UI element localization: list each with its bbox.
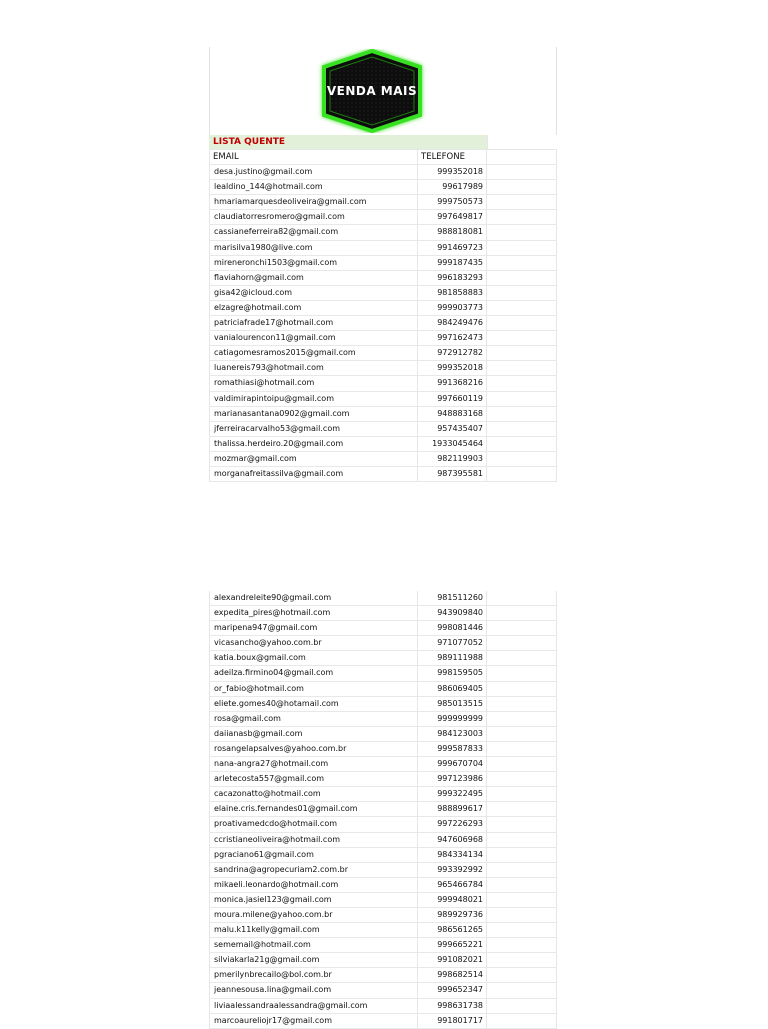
phone-cell: 971077052 [418,636,487,650]
spreadsheet-top [209,47,557,482]
email-cell: desa.justino@gmail.com [209,165,418,179]
email-cell: maripena947@gmail.com [209,621,418,635]
table-row [209,938,557,953]
email-cell: eliete.gomes40@hotamail.com [209,697,418,711]
logo-text: VENDA MAIS [326,84,418,98]
table-row [209,682,557,697]
table-row [209,802,557,817]
table-row [209,787,557,802]
email-cell: monica.jasiel123@gmail.com [209,893,418,907]
phone-cell: 999750573 [418,195,487,209]
phone-cell: 965466784 [418,878,487,892]
email-cell: mireneronchi1503@gmail.com [209,256,418,270]
table-row [209,437,557,452]
table-row [209,286,557,301]
table-row [209,893,557,908]
email-cell: marcoaureliojr17@gmail.com [209,1014,418,1028]
email-cell: arletecosta557@gmail.com [209,772,418,786]
email-cell: patriciafrade17@hotmail.com [209,316,418,330]
phone-cell: 982119903 [418,452,487,466]
phone-cell: 997162473 [418,331,487,345]
phone-cell: 993392992 [418,863,487,877]
phone-cell: 986069405 [418,682,487,696]
email-cell: pmerilynbrecailo@bol.com.br [209,968,418,982]
email-cell: valdimirapintoipu@gmail.com [209,392,418,406]
email-cell: marianasantana0902@gmail.com [209,407,418,421]
email-cell: nana-angra27@hotmail.com [209,757,418,771]
email-cell: moura.milene@yahoo.com.br [209,908,418,922]
list-title-row [209,135,557,150]
phone-cell: 989929736 [418,908,487,922]
table-row [209,848,557,863]
table-row [209,241,557,256]
email-cell: vicasancho@yahoo.com.br [209,636,418,650]
email-cell: morganafreitassilva@gmail.com [209,467,418,481]
email-cell: elzagre@hotmail.com [209,301,418,315]
email-cell: rosangelapsalves@yahoo.com.br [209,742,418,756]
phone-cell: 985013515 [418,697,487,711]
phone-cell: 984123003 [418,727,487,741]
email-cell: rosa@gmail.com [209,712,418,726]
email-cell: romathiasi@hotmail.com [209,376,418,390]
phone-cell: 999665221 [418,938,487,952]
email-cell: vanialourencon11@gmail.com [209,331,418,345]
table-row [209,697,557,712]
phone-cell: 981858883 [418,286,487,300]
email-cell: liviaalessandraalessandra@gmail.com [209,999,418,1013]
table-row [209,817,557,832]
contact-list-bottom [209,591,557,1029]
phone-cell: 1933045464 [418,437,487,451]
email-cell: elaine.cris.fernandes01@gmail.com [209,802,418,816]
table-row [209,772,557,787]
phone-cell: 999903773 [418,301,487,315]
table-row [209,180,557,195]
table-row [209,225,557,240]
table-row [209,878,557,893]
table-row [209,953,557,968]
table-row [209,346,557,361]
phone-cell: 999352018 [418,165,487,179]
table-row [209,256,557,271]
phone-cell: 989111988 [418,651,487,665]
email-cell: marisilva1980@live.com [209,241,418,255]
email-cell: sememail@hotmail.com [209,938,418,952]
phone-cell: 998159505 [418,666,487,680]
phone-cell: 998081446 [418,621,487,635]
table-row [209,757,557,772]
phone-cell: 996183293 [418,271,487,285]
email-cell: malu.k11kelly@gmail.com [209,923,418,937]
table-row [209,636,557,651]
phone-cell: 981511260 [418,591,487,605]
email-cell: luanereis793@hotmail.com [209,361,418,375]
table-row [209,983,557,998]
table-row [209,422,557,437]
table-row [209,742,557,757]
table-row [209,1014,557,1029]
phone-cell: 999670704 [418,757,487,771]
phone-cell: 999187435 [418,256,487,270]
phone-cell: 99617989 [418,180,487,194]
email-cell: mikaeli.leonardo@hotmail.com [209,878,418,892]
phone-cell: 991082021 [418,953,487,967]
table-row [209,591,557,606]
email-cell: claudiatorresromero@gmail.com [209,210,418,224]
email-cell: hmariamarquesdeoliveira@gmail.com [209,195,418,209]
table-row [209,195,557,210]
phone-cell: 999652347 [418,983,487,997]
table-row [209,712,557,727]
table-row [209,833,557,848]
logo-area [209,47,557,135]
phone-cell: 991469723 [418,241,487,255]
venda-mais-logo [310,49,434,133]
email-cell: silviakarla21g@gmail.com [209,953,418,967]
email-cell: adeilza.firmino04@gmail.com [209,666,418,680]
email-cell: mozmar@gmail.com [209,452,418,466]
email-cell: expedita_pires@hotmail.com [209,606,418,620]
table-row [209,210,557,225]
phone-cell: 947606968 [418,833,487,847]
phone-cell: 999587833 [418,742,487,756]
email-cell: sandrina@agropecuriam2.com.br [209,863,418,877]
table-row [209,452,557,467]
phone-cell: 998631738 [418,999,487,1013]
phone-cell: 999999999 [418,712,487,726]
phone-cell: 988818081 [418,225,487,239]
phone-cell: 997660119 [418,392,487,406]
table-row [209,316,557,331]
email-cell: gisa42@icloud.com [209,286,418,300]
email-cell: ccristianeoliveira@hotmail.com [209,833,418,847]
email-cell: catiagomesramos2015@gmail.com [209,346,418,360]
phone-cell: 957435407 [418,422,487,436]
email-cell: daiianasb@gmail.com [209,727,418,741]
phone-cell: 972912782 [418,346,487,360]
table-row [209,727,557,742]
email-cell: jeannesousa.lina@gmail.com [209,983,418,997]
table-row [209,271,557,286]
email-cell: thalissa.herdeiro.20@gmail.com [209,437,418,451]
phone-cell: 984334134 [418,848,487,862]
phone-cell: 997649817 [418,210,487,224]
table-row [209,392,557,407]
email-cell: flaviahorn@gmail.com [209,271,418,285]
table-row [209,908,557,923]
email-cell: katia.boux@gmail.com [209,651,418,665]
table-row [209,361,557,376]
table-row [209,863,557,878]
contact-list-top [209,165,557,482]
phone-cell: 999948021 [418,893,487,907]
table-row [209,331,557,346]
phone-cell: 943909840 [418,606,487,620]
table-row [209,301,557,316]
column-header-email: EMAIL [209,150,418,164]
phone-cell: 991801717 [418,1014,487,1028]
phone-cell: 984249476 [418,316,487,330]
email-cell: cassianeferreira82@gmail.com [209,225,418,239]
email-cell: proativamedcdo@hotmail.com [209,817,418,831]
table-row [209,621,557,636]
phone-cell: 999352018 [418,361,487,375]
column-header-phone: TELEFONE [418,150,487,164]
list-title: LISTA QUENTE [209,135,487,149]
phone-cell: 988899617 [418,802,487,816]
phone-cell: 991368216 [418,376,487,390]
phone-cell: 997226293 [418,817,487,831]
table-row [209,407,557,422]
email-cell: cacazonatto@hotmail.com [209,787,418,801]
table-row [209,606,557,621]
email-cell: lealdino_144@hotmail.com [209,180,418,194]
phone-cell: 997123986 [418,772,487,786]
table-row [209,666,557,681]
email-cell: jferreiracarvalho53@gmail.com [209,422,418,436]
spreadsheet-bottom [209,591,557,1029]
phone-cell: 999322495 [418,787,487,801]
table-row [209,651,557,666]
table-row [209,968,557,983]
table-row [209,467,557,482]
column-header-row [209,150,557,165]
phone-cell: 987395581 [418,467,487,481]
phone-cell: 948883168 [418,407,487,421]
table-row [209,923,557,938]
table-row [209,376,557,391]
phone-cell: 998682514 [418,968,487,982]
phone-cell: 986561265 [418,923,487,937]
table-row [209,165,557,180]
email-cell: alexandreleite90@gmail.com [209,591,418,605]
email-cell: or_fabio@hotmail.com [209,682,418,696]
email-cell: pgraciano61@gmail.com [209,848,418,862]
table-row [209,999,557,1014]
